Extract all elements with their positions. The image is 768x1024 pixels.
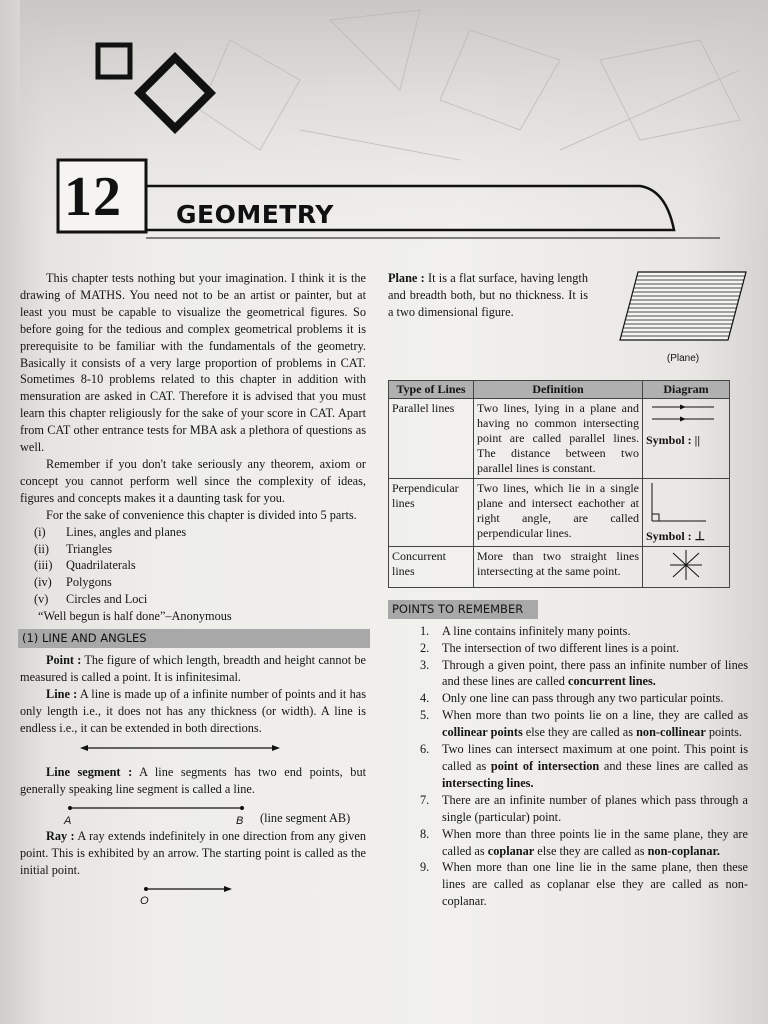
list-item: 5. When more than two points lie on a line, they are called as collinear points else they are called as non-collinear points.	[420, 708, 748, 740]
list-item: 7. There are an infinite number of planes which pass through a single (particular) point.	[420, 792, 748, 824]
perpendicular-diagram	[643, 478, 730, 546]
list-item: 3. Through a given point, there pass an infinite number of lines and these lines are called concurrent lines.	[420, 657, 748, 689]
list-item: 6. Two lines can intersect maximum at one point. This point is called as point of intersection and these lines are called as intersecting lines.	[420, 742, 748, 790]
intro-paragraph-2: Remember if you don't take seriously any theorem, axiom or concept you cannot perform well since the complexity of ideas, figures and concepts makes it a daunting task for you.	[20, 456, 366, 505]
lines-table	[388, 380, 730, 588]
ray-diagram	[138, 879, 366, 907]
list-item: (iii) Quadrilaterals	[34, 558, 136, 573]
table-row: Parallel lines Two lines, lying in a plane and having no common intersecting point are called parallel lines. The distance between two parallel lines is constant. Symbol : ||	[389, 398, 730, 478]
left-column	[20, 270, 366, 907]
chapter-title: GEOMETRY	[176, 200, 334, 229]
table-header: Definition	[474, 380, 643, 398]
perpendicular-symbol: Symbol : ⊥	[646, 528, 706, 543]
list-item: (i) Lines, angles and planes	[34, 524, 187, 539]
table-header: Diagram	[643, 380, 730, 398]
plane-diagram	[618, 270, 748, 342]
list-item: 1. A line contains infinitely many points.	[420, 623, 631, 638]
list-item: (ii) Triangles	[34, 541, 113, 556]
line-diagram	[80, 742, 280, 754]
plane-figure	[618, 270, 748, 368]
list-item: (iv) Polygons	[34, 575, 112, 590]
points-to-remember-heading: POINTS TO REMEMBER	[388, 600, 538, 619]
list-item: 8. When more than three points lie in the same plane, they are called as coplanar else they are called as non-coplanar.	[420, 826, 748, 858]
intro-paragraph-3: For the sake of convenience this chapter is divided into 5 parts.	[46, 507, 357, 522]
plane-block	[388, 270, 748, 368]
right-column	[388, 270, 748, 910]
segment-diagram	[60, 798, 366, 828]
segment-label-b: B	[236, 815, 244, 828]
chapter-number: 12	[64, 166, 122, 228]
list-item: 2. The intersection of two different lines is a point.	[420, 640, 680, 655]
segment-label-a: A	[64, 815, 72, 828]
plane-caption: (Plane)	[666, 352, 700, 364]
line-definition: Line : A line is made up of a infinite number of points and it has only length i.e., it does not has any thickness (or width). A line is endless i.e., it can be extended in both directions.	[20, 686, 366, 735]
parallel-diagram	[643, 398, 730, 478]
parallel-symbol: Symbol : ||	[646, 432, 700, 447]
list-item: 9. When more than one line lie in the same plane, then these lines are called as coplanar else they are called as non-coplanar.	[420, 860, 748, 909]
point-definition: Point : The figure of which length, breadth and height cannot be measured is called a point. It is infinitesimal.	[20, 652, 366, 684]
table-row: Concurrent lines More than two straight lines intersecting at the same point.	[389, 546, 730, 587]
list-item: 4. Only one line can pass through any two particular points.	[420, 691, 724, 706]
segment-caption: (line segment AB)	[260, 811, 351, 826]
topic-list	[20, 524, 366, 609]
table-row: Perpendicular lines Two lines, which lie in a single plane and intersect eachother at right angle, are called perpendicular lines. Symbol : ⊥	[389, 478, 730, 546]
points-list	[388, 623, 748, 910]
concurrent-diagram	[643, 546, 730, 587]
table-header: Type of Lines	[389, 380, 474, 398]
ray-definition: Ray : A ray extends indefinitely in one direction from any given point. This is exhibited by an arrow. The starting point is called as the initial point.	[20, 829, 366, 878]
intro-paragraph-1: This chapter tests nothing but your imagination. I think it is the drawing of MATHS. You need not to be an artist or painter, but at least you must be capable to visualize the geometrical figures. So before going for the tedious and complex geometrical problems it is prerequisite to be familiar with the fundamentals of the geometry. Basically it consists of a very large proportion of problems in CAT. Sometimes 8-10 problems related to this chapter in addition with mensuration are asked in CAT. Therefore it is advised that you must learn this chapter religiously for the sake of your score in CAT. Apart from CAT other entrance tests for MBA ask a plethora of questions as well.	[20, 271, 366, 455]
plane-definition: Plane : It is a flat surface, having length and breadth both, but no thickness. It is a two dimensional figure.	[388, 271, 588, 319]
quote: “Well begun is half done”–Anonymous	[38, 609, 232, 624]
segment-definition: Line segment : A line segments has two end points, but generally speaking line segment is called a line.	[20, 765, 367, 797]
list-item: (v) Circles and Loci	[34, 592, 148, 607]
section-heading-lines: (1) LINE AND ANGLES	[18, 629, 370, 648]
ray-label-o: O	[140, 895, 149, 907]
